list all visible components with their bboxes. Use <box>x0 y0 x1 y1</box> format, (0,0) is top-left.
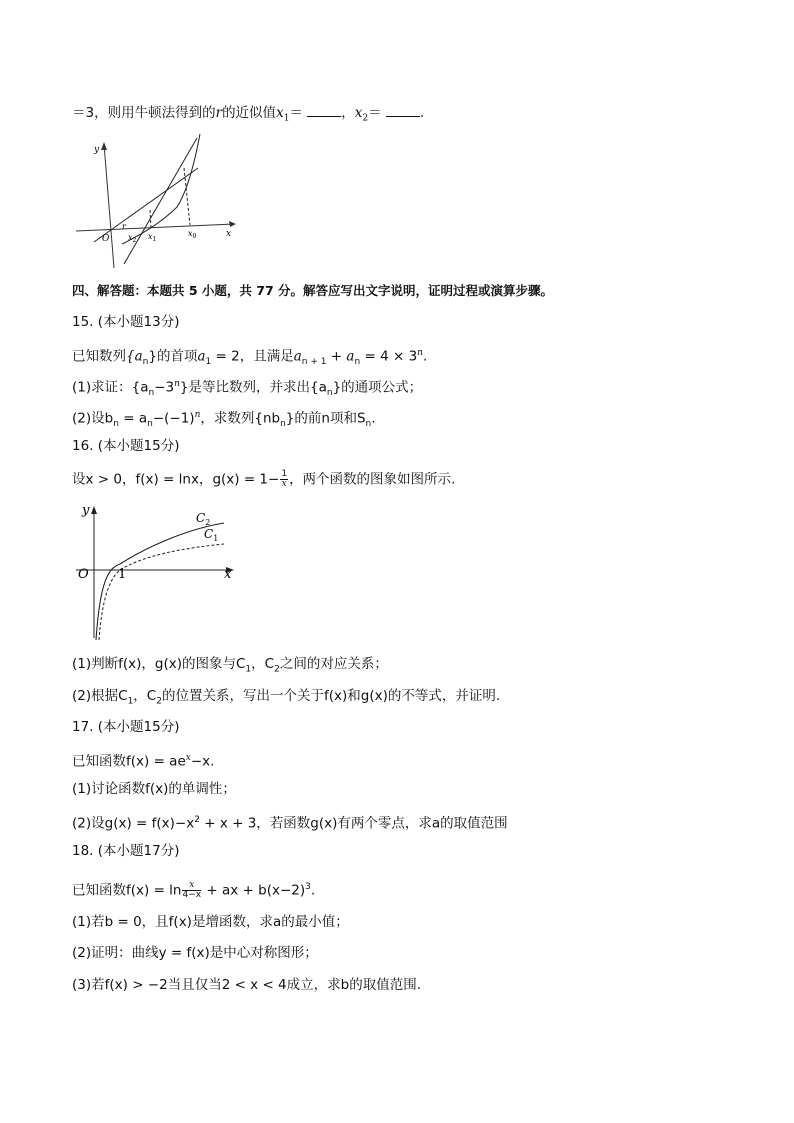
graph1-x2-label: $x_2$ <box>128 233 137 244</box>
graph1-origin-label: O <box>102 234 110 244</box>
newton-method-graph <box>72 132 252 272</box>
q17-part2: (2)设$g(x) = f(x)-x^2 + x + 3$，若函数g(x)有两个零点，求a的取值范围 <box>72 815 508 832</box>
q18-title: 18. (本小题17分) <box>72 843 180 859</box>
tangent-at-x0 <box>124 138 197 264</box>
q17-stem: 已知函数$f(x) = ae^x-x$. <box>72 753 215 770</box>
q16-part2: (2)根据$C_1$，$C_2$的位置关系，写出一个关于f(x)和g(x)的不等式，并证明. <box>72 688 501 707</box>
q18-part3: (3)若f(x) > −2当且仅当2 < x < 4成立，求b的取值范围. <box>72 977 422 993</box>
q17-part1: (1)讨论函数f(x)的单调性； <box>72 781 236 797</box>
graph2-origin-label: O <box>78 567 89 582</box>
x-axis-arrow <box>229 221 236 227</box>
q15-part1: (1)求证：$\{a_n-3^n\}$是等比数列，并求出$\{a_n\}$的通项公式； <box>72 379 423 399</box>
graph1-r-label: r <box>122 222 126 231</box>
graph2-one-label: 1 <box>118 567 127 582</box>
graph2-c1-label: $C_1$ <box>204 527 219 543</box>
dashed-x0 <box>184 168 190 225</box>
graph2-y-label: y <box>82 503 90 518</box>
q16-stem: 设x > 0，f(x) = lnx，g(x) = 1− $\frac{1}{x}$ ，两个函数的图象如图所示. <box>72 469 456 489</box>
q18-stem: 已知函数f(x) = ln $\frac{x}{4-x}$ + ax + $b(x-2)^3$. <box>72 880 316 900</box>
graph1-x-label: x <box>226 229 232 239</box>
curve-c1 <box>99 544 224 640</box>
var-r: r <box>215 105 223 121</box>
q15-part2: (2)设$b_n = a_n-(-1)^n$，求数列$\{nb_n\}$的前n项和$S_n$. <box>72 410 376 430</box>
q15-stem: 已知数列$\{a_n\}$的首项$a_1 = 2$，且满足$a_{n + 1} + a_n = 4 \times 3^n$. <box>72 348 428 368</box>
intro-line: ＝3，则用牛顿法得到的r的近似值$x_1=$ ，$x_2=$ . <box>72 105 425 124</box>
graph1-x1-label: $x_1$ <box>148 232 157 243</box>
q16-title: 16. (本小题15分) <box>72 438 180 454</box>
q17-title: 17. (本小题15分) <box>72 719 180 735</box>
graph2-x-label: x <box>224 567 232 582</box>
y-axis-arrow <box>101 142 107 150</box>
y-axis <box>104 144 114 268</box>
fraction-x-over-4-minus-x: $\frac{x}{4-x}$ <box>182 880 202 900</box>
graph1-y-label: y <box>94 145 100 155</box>
y-axis-arrow <box>91 506 97 514</box>
ln-function-graph <box>72 502 252 642</box>
section-header: 四、解答题：本题共 5 小题，共 77 分。解答应写出文字说明，证明过程或演算步骤。 <box>72 283 554 298</box>
q18-part2: (2)证明：曲线y = f(x)是中心对称图形； <box>72 945 318 961</box>
answer-blank-x1[interactable] <box>307 105 341 117</box>
graph1-x0-label: $x_0$ <box>188 229 197 240</box>
q18-part1: (1)若b = 0，且f(x)是增函数，求a的最小值； <box>72 914 349 930</box>
graph2-c2-label: $C_2$ <box>196 511 211 527</box>
answer-blank-x2[interactable] <box>386 105 420 117</box>
q16-part1: (1)判断f(x)，g(x)的图象与$C_1$，$C_2$之间的对应关系； <box>72 656 388 675</box>
q15-title: 15. (本小题13分) <box>72 314 180 330</box>
fraction-1-over-x: $\frac{1}{x}$ <box>281 469 288 489</box>
